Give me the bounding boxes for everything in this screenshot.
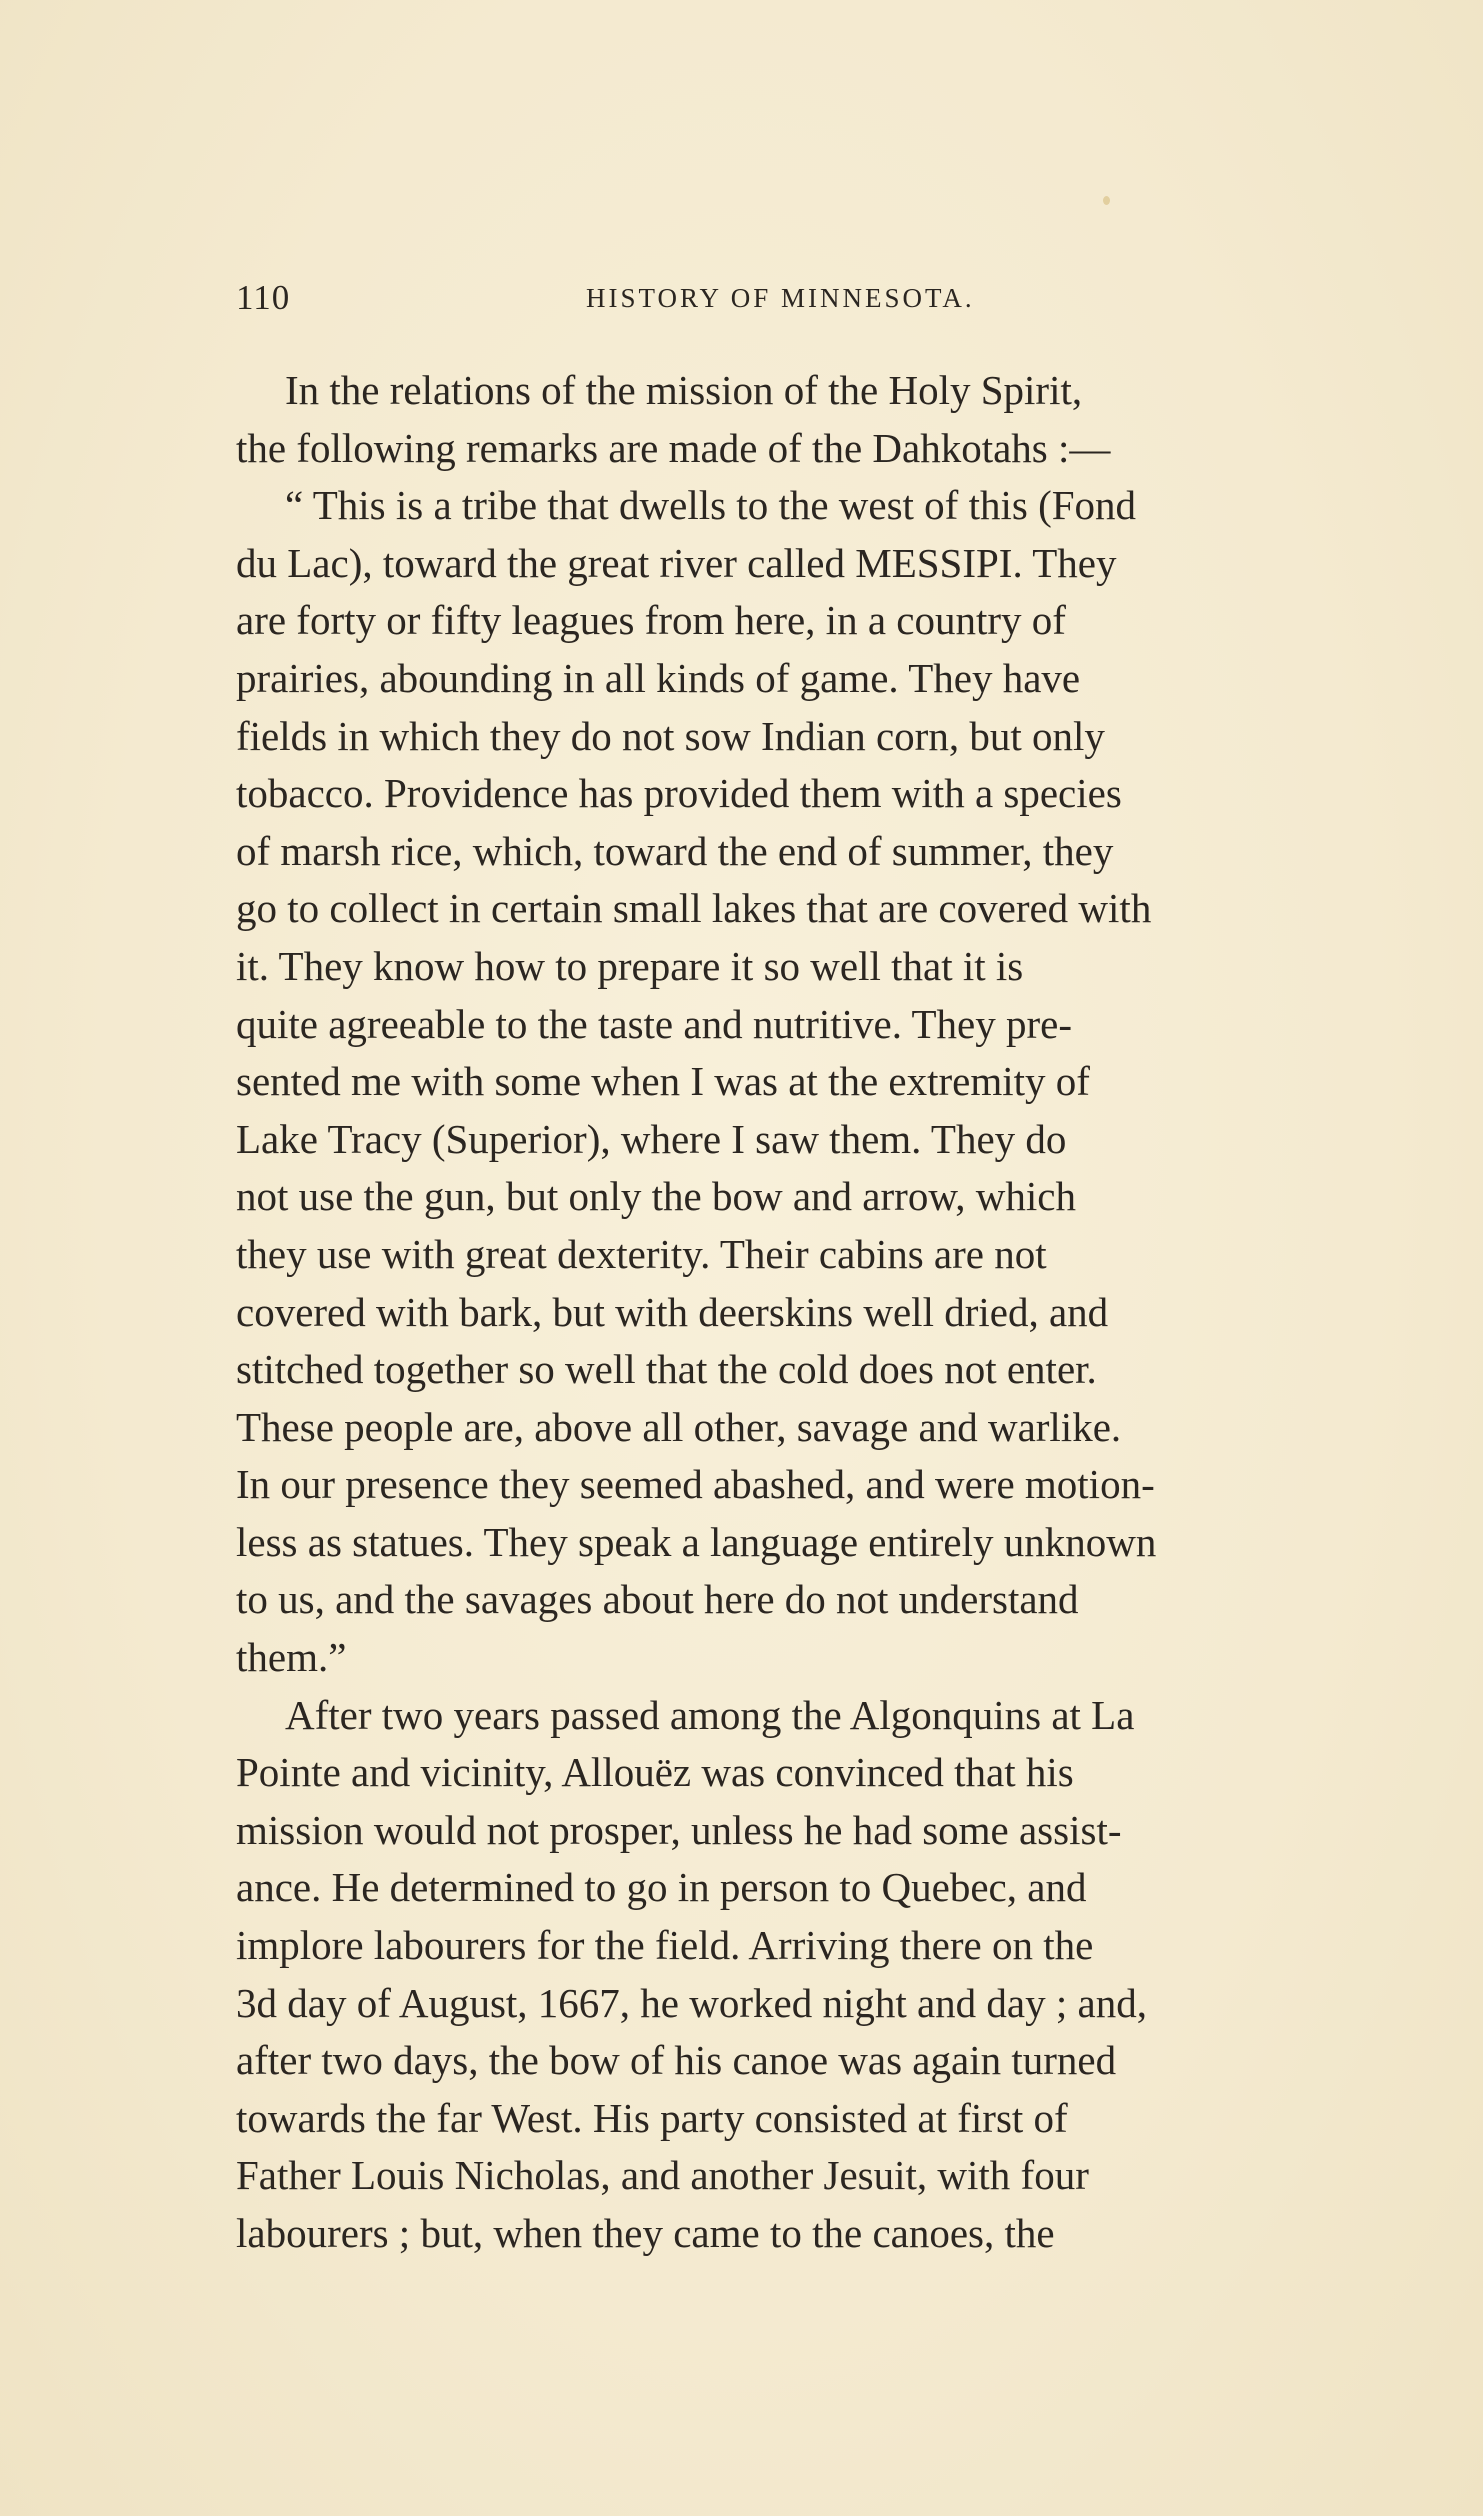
paragraph-line: to us, and the savages about here do not understand xyxy=(236,1576,1079,1623)
body-text xyxy=(236,362,1376,2263)
paragraph-line: them.” xyxy=(236,1634,347,1681)
paragraph-line: the following remarks are made of the Dahkotahs :— xyxy=(236,424,1111,471)
paragraph-line: tobacco. Providence has provided them with a species xyxy=(236,770,1122,817)
page-header xyxy=(236,278,1258,326)
paper-speck xyxy=(1103,196,1110,205)
paragraph-line: In the relations of the mission of the Holy Spirit, xyxy=(285,367,1083,413)
paragraph-line: ance. He determined to go in person to Quebec, and xyxy=(236,1864,1087,1911)
paragraph-line: are forty or fifty leagues from here, in a country of xyxy=(236,597,1066,644)
paragraph-line: fields in which they do not sow Indian corn, but only xyxy=(236,712,1105,759)
paragraph-line: “ This is a tribe that dwells to the west of this (Fond xyxy=(285,482,1137,529)
paragraph-line: implore labourers for the field. Arriving there on the xyxy=(236,1922,1094,1969)
paragraph-line: Lake Tracy (Superior), where I saw them. They do xyxy=(236,1115,1067,1162)
paragraph-line: stitched together so well that the cold does not enter. xyxy=(236,1346,1097,1393)
paragraph-line: covered with bark, but with deerskins well dried, and xyxy=(236,1288,1109,1335)
paragraph-line: mission would not prosper, unless he had some assist- xyxy=(236,1806,1122,1853)
paragraph-line: Father Louis Nicholas, and another Jesuit, with four xyxy=(236,2152,1089,2199)
paragraph-line: sented me with some when I was at the extremity of xyxy=(236,1058,1090,1105)
paragraph-line: After two years passed among the Algonquins at La xyxy=(285,1691,1135,1738)
paragraph-line: du Lac), toward the great river called MESSIPI. They xyxy=(236,539,1117,586)
paragraph-line: go to collect in certain small lakes that are covered with xyxy=(236,885,1152,932)
paragraph-line: after two days, the bow of his canoe was again turned xyxy=(236,2037,1117,2084)
page-number: 110 xyxy=(236,278,291,317)
paragraph-line: less as statues. They speak a language entirely unknown xyxy=(236,1518,1157,1565)
paragraph-line: prairies, abounding in all kinds of game. They have xyxy=(236,654,1081,701)
paragraph-line: not use the gun, but only the bow and arrow, which xyxy=(236,1173,1076,1220)
running-head: HISTORY OF MINNESOTA. xyxy=(586,283,975,313)
paragraph-line: In our presence they seemed abashed, and were motion- xyxy=(236,1461,1155,1508)
paragraph-line: quite agreeable to the taste and nutritive. They pre- xyxy=(236,1000,1072,1047)
paragraph-line: of marsh rice, which, toward the end of summer, they xyxy=(236,827,1114,874)
paragraph-line: they use with great dexterity. Their cabins are not xyxy=(236,1230,1047,1277)
paragraph-line: Pointe and vicinity, Allouëz was convinced that his xyxy=(236,1749,1074,1796)
paragraph-line: it. They know how to prepare it so well that it is xyxy=(236,942,1024,989)
paragraph-line: These people are, above all other, savage and warlike. xyxy=(236,1403,1122,1450)
paragraph-line: labourers ; but, when they came to the canoes, the xyxy=(236,2210,1055,2256)
paragraph-line: 3d day of August, 1667, he worked night and day ; and, xyxy=(236,1979,1147,2026)
paragraph-line: towards the far West. His party consisted at first of xyxy=(236,2094,1068,2141)
